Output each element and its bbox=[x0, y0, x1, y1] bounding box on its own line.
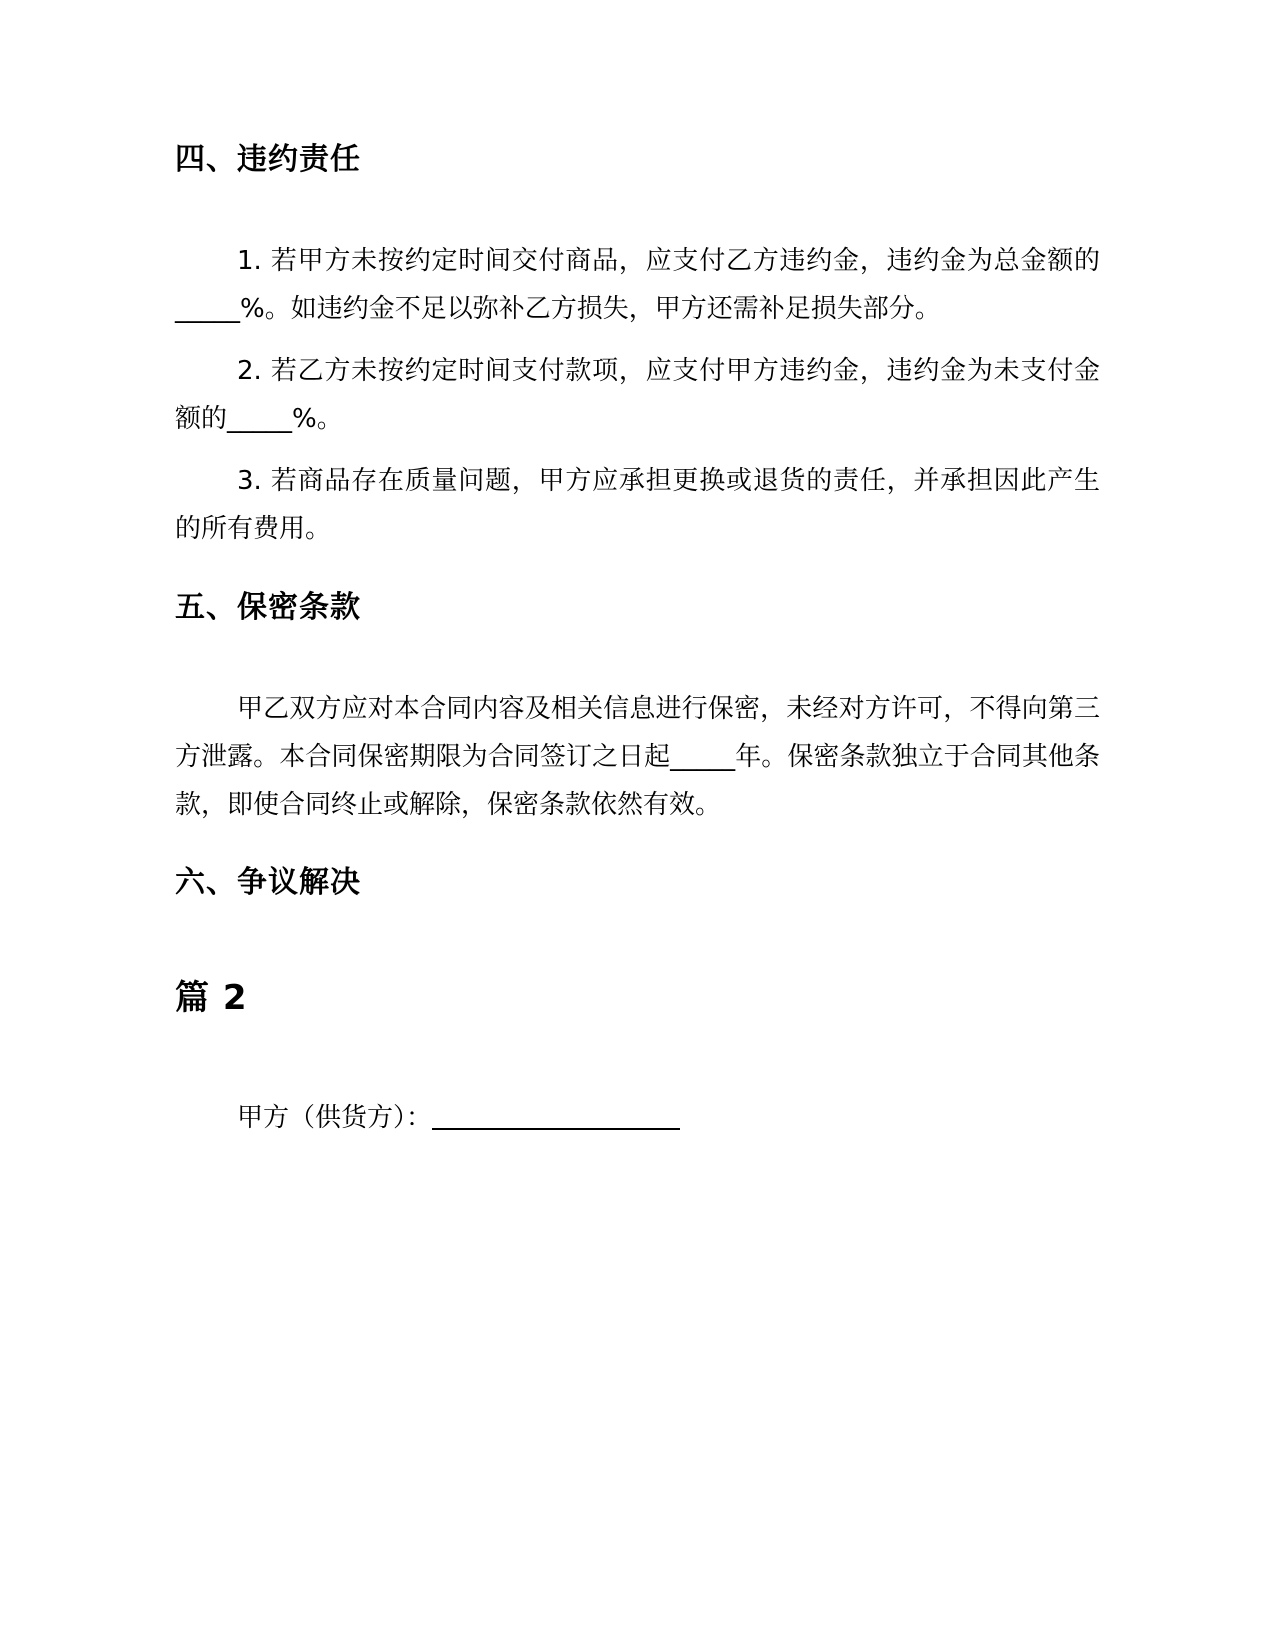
section-heading-confidentiality: 五、保密条款 bbox=[175, 589, 361, 625]
section-heading-breach: 四、违约责任 bbox=[175, 142, 361, 177]
signature-blank-line bbox=[432, 1128, 680, 1130]
signature-party-a bbox=[175, 1094, 1100, 1142]
paragraph-breach-3: 3. 若商品存在质量问题，甲方应承担更换或退货的责任，并承担因此产生的所有费用。 bbox=[175, 466, 1100, 545]
spacer bbox=[175, 554, 1100, 588]
signature-label: 甲方（供货方）： bbox=[237, 1103, 433, 1134]
spacer bbox=[175, 179, 1100, 237]
paragraph-breach-2: 2. 若乙方未按约定时间支付款项，应支付甲方违约金，违约金为未支付金额的_____%。 bbox=[175, 356, 1100, 435]
spacer bbox=[175, 627, 1100, 685]
spacer bbox=[175, 829, 1100, 863]
spacer bbox=[175, 1020, 1100, 1094]
paragraph-confidentiality-1: 甲乙双方应对本合同内容及相关信息进行保密，未经对方许可，不得向第三方泄露。本合同保密期限为合同签订之日起_____年。保密条款独立于合同其他条款，即使合同终止或解除，保密条款依然有效。 bbox=[175, 693, 1100, 820]
section-heading-dispute: 六、争议解决 bbox=[175, 864, 361, 900]
paragraph-breach-1: 1. 若甲方未按约定时间交付商品，应支付乙方违约金，违约金为总金额的_____%。如违约金不足以弥补乙方损失，甲方还需补足损失部分。 bbox=[175, 246, 1100, 325]
spacer bbox=[175, 902, 1100, 976]
part-heading-2: 篇 2 bbox=[175, 977, 248, 1018]
document-body bbox=[175, 140, 1100, 1142]
